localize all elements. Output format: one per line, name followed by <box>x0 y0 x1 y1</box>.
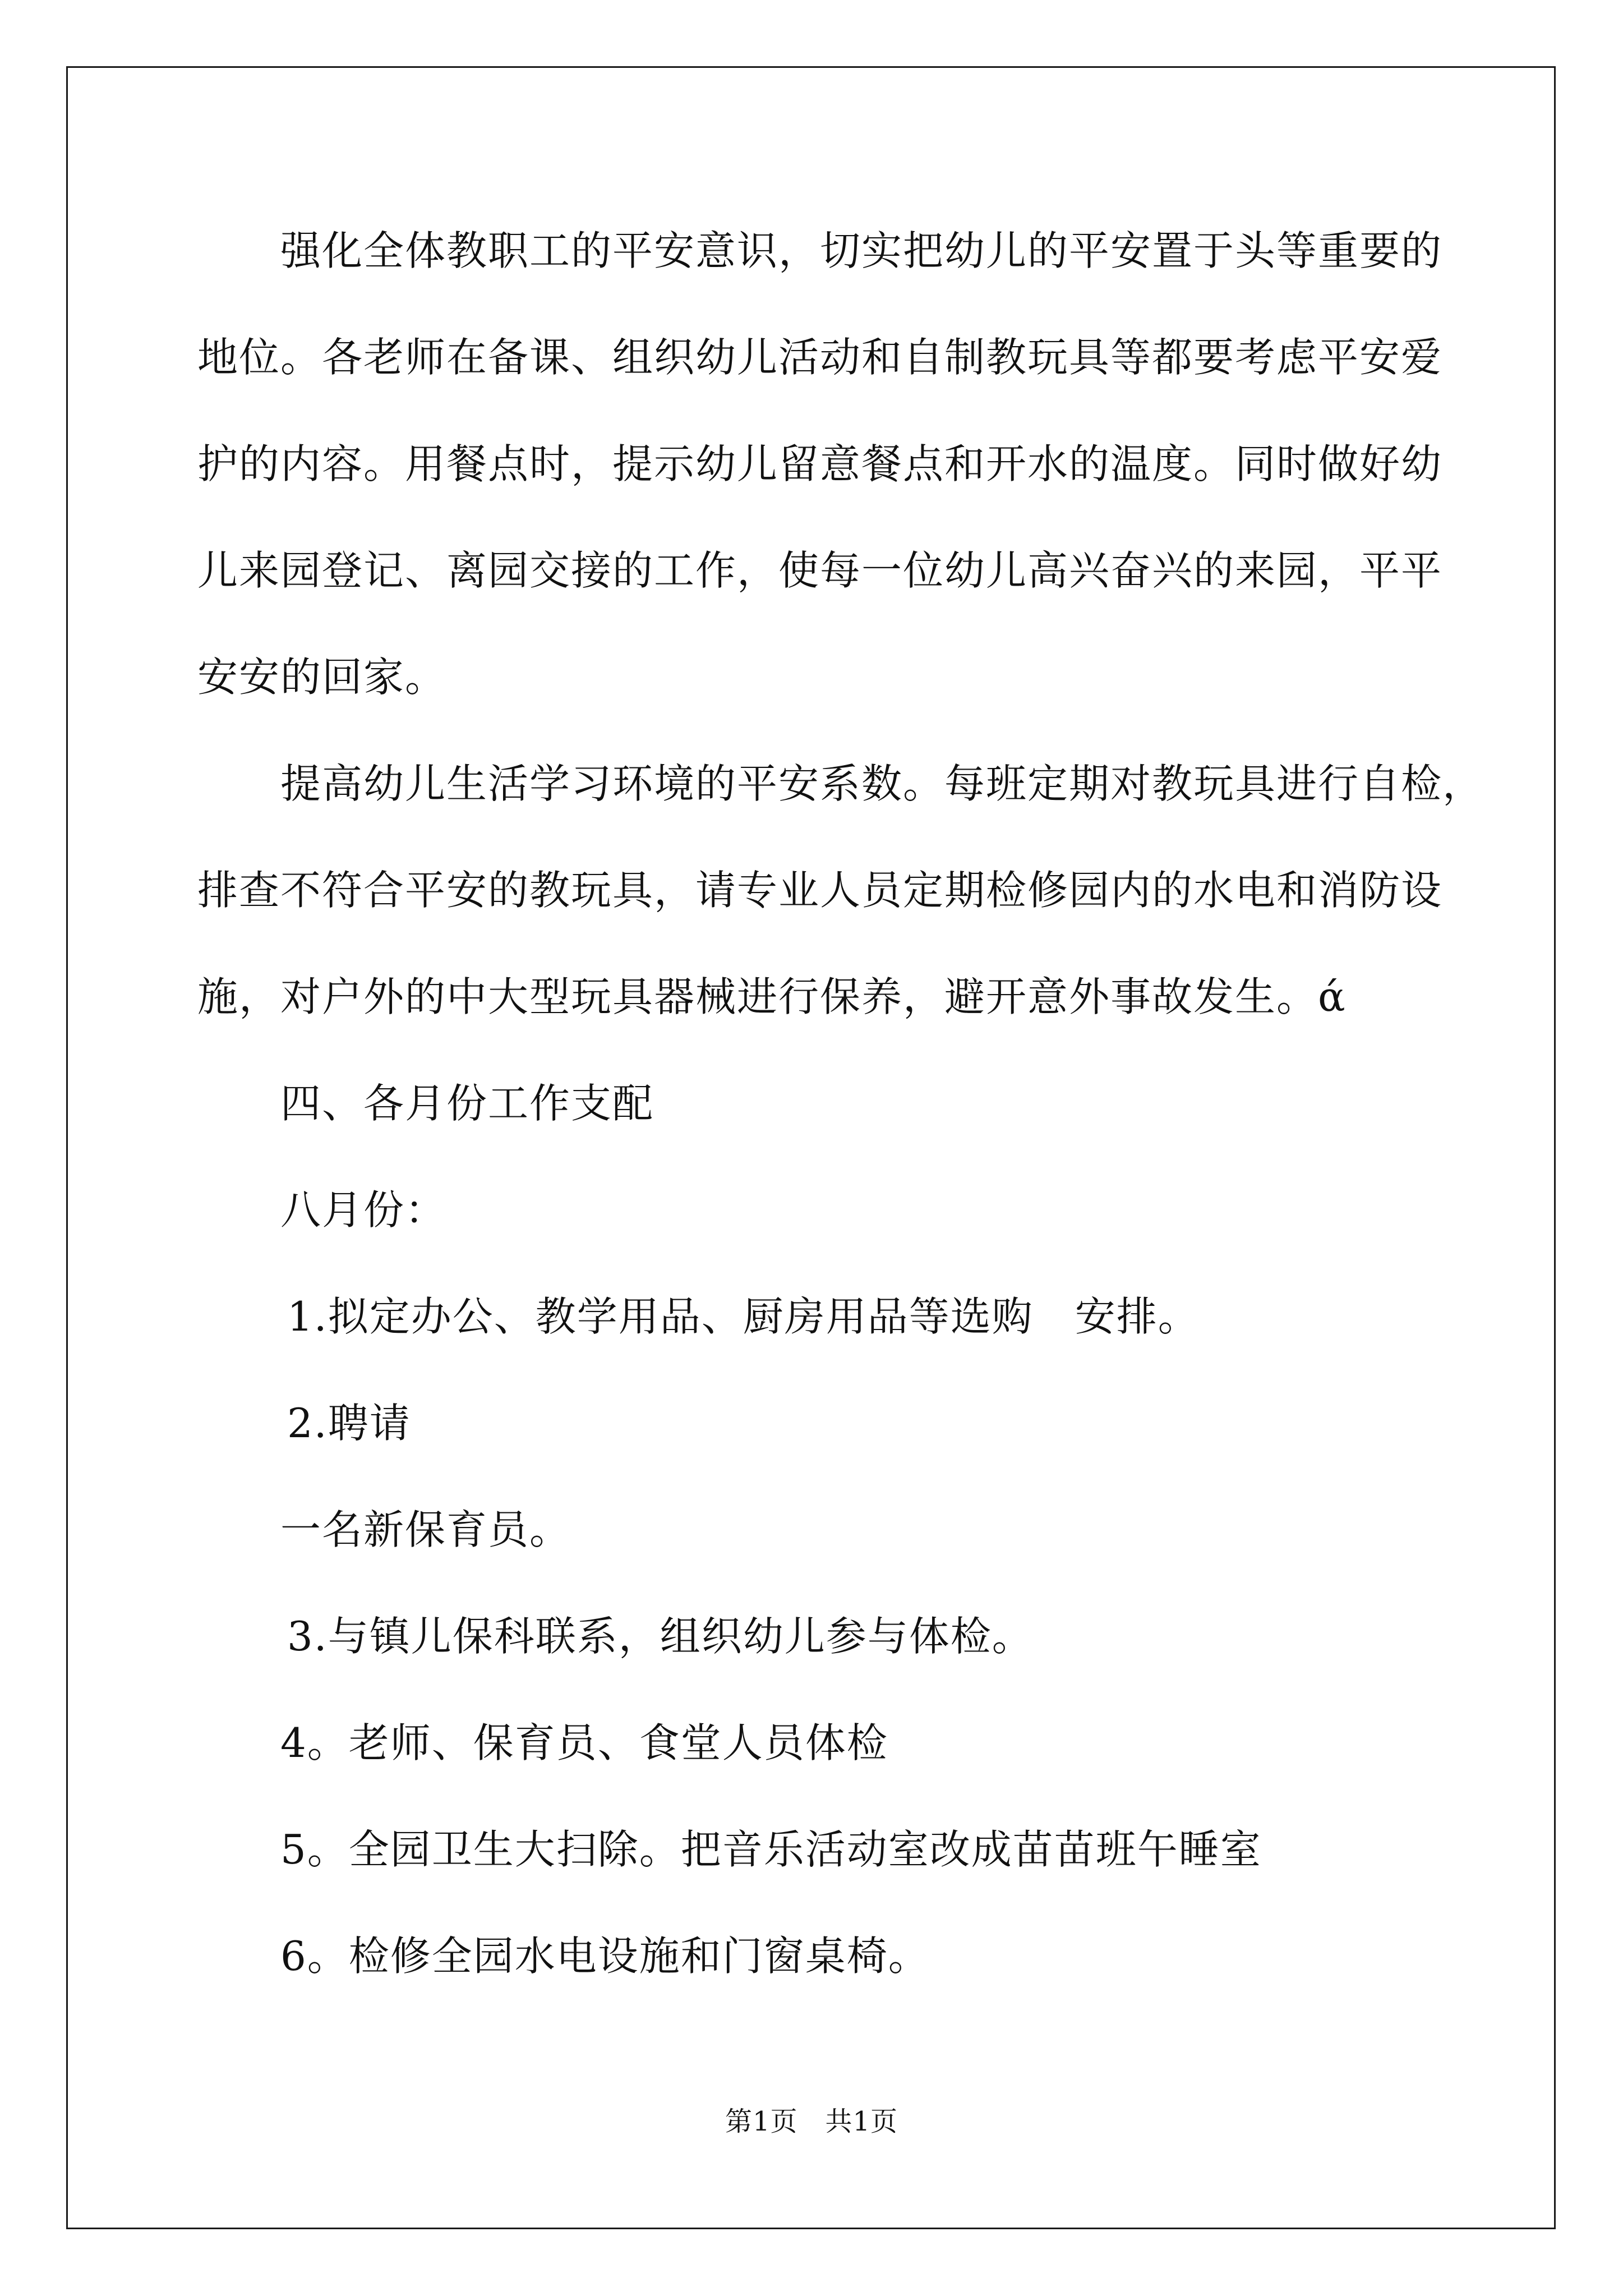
paragraph-line: 提高幼儿生活学习环境的平安系数。每班定期对教玩具进行自检， <box>280 760 1484 807</box>
paragraph-line: 儿来园登记、离园交接的工作，使每一位幼儿高兴奋兴的来园，平平 <box>197 547 1443 594</box>
list-item: 1.拟定办公、教学用品、厨房用品等选购 安排。 <box>287 1293 1200 1340</box>
list-item: 4。老师、保育员、食堂人员体检 <box>280 1719 888 1766</box>
paragraph-line: 地位。各老师在备课、组织幼儿活动和自制教玩具等都要考虑平安爱 <box>197 334 1443 381</box>
page-number-footer: 第1页 共1页 <box>725 2106 898 2137</box>
paragraph-line: 排查不符合平安的教玩具，请专业人员定期检修园内的水电和消防设 <box>197 867 1443 914</box>
list-item: 3.与镇儿保科联系，组织幼儿参与体检。 <box>287 1613 1034 1660</box>
paragraph-line: 强化全体教职工的平安意识，切实把幼儿的平安置于头等重要的 <box>280 227 1443 274</box>
document-body <box>197 197 1484 2009</box>
paragraph-line: 护的内容。用餐点时，提示幼儿留意餐点和开水的温度。同时做好幼 <box>197 440 1443 487</box>
paragraph-line: 施，对户外的中大型玩具器械进行保养，避开意外事故发生。ά <box>197 973 1347 1020</box>
list-item: 5。全园卫生大扫除。把音乐活动室改成苗苗班午睡室 <box>280 1826 1262 1873</box>
list-item: 6。检修全园水电设施和门窗桌椅。 <box>280 1932 930 1980</box>
list-item: 2.聘请 <box>287 1400 411 1447</box>
paragraph-line: 安安的回家。 <box>197 654 447 701</box>
list-item: 一名新保育员。 <box>280 1506 571 1553</box>
month-heading: 八月份： <box>280 1186 447 1234</box>
section-heading: 四、各月份工作支配 <box>280 1080 654 1127</box>
